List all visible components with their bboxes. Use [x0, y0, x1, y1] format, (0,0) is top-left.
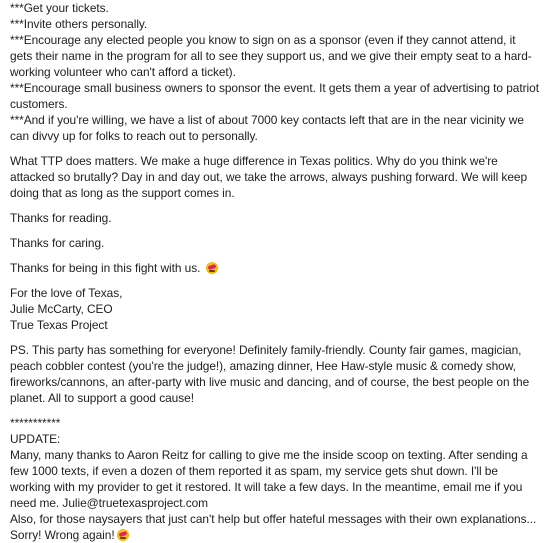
matters-paragraph: What TTP does matters. We make a huge difference in Texas politics. Why do you think we're attacked so brutally? Day in and day out, we take the arrows, always pushing forward. We will keep doing that as long as the support comes in.: [10, 154, 528, 200]
update-body: Many, many thanks to Aaron Reitz for calling to give me the inside scoop on texting. After sending a few 1000 texts, if even a dozen of them reported it as spam, my service gets shut down. I'll be working with my provider to get it restored. It will take a few days. In the meantime, email me if you need me. Julie@truetexasproject.com: [10, 448, 528, 510]
update-section: [10, 415, 540, 543]
thanks-fight-text: Thanks for being in this fight with us.: [10, 261, 201, 275]
divider-text: ***********: [10, 416, 61, 430]
ask-item: ***Invite others personally.: [10, 17, 148, 31]
update-also-text: Also, for those naysayers that just can't help but offer hateful messages with their own explanations... Sorry! Wrong again!: [10, 512, 537, 542]
ask-item: ***Get your tickets.: [10, 1, 109, 15]
signoff-line: For the love of Texas,: [10, 286, 123, 300]
asks-list: [10, 0, 540, 144]
update-also: [10, 511, 540, 543]
signoff: [10, 285, 540, 333]
signoff-author: Julie McCarty, CEO: [10, 302, 113, 316]
thanks-reading: Thanks for reading.: [10, 211, 112, 225]
ps-paragraph: PS. This party has something for everyone! Definitely family-friendly. County fair games, magician, peach cobbler contest (you're the judge!), amazing dinner, Hee Haw-style music & comedy show, fireworks/cannons, an after-party with live music and dancing, and of course, the best people on the planet. All to support a good cause!: [10, 343, 530, 405]
kissing-face-emoji-icon: [206, 262, 218, 274]
update-heading: UPDATE:: [10, 432, 61, 446]
thanks-caring: Thanks for caring.: [10, 236, 105, 250]
thanks-fight-paragraph: [10, 260, 540, 276]
ask-item: ***Encourage small business owners to sponsor the event. It gets them a year of advertising to patriot customers.: [10, 81, 539, 111]
signoff-org: True Texas Project: [10, 318, 108, 332]
post-body: [10, 0, 540, 543]
ask-item: ***Encourage any elected people you know to sign on as a sponsor (even if they cannot attend, it gets their name in the program for all to see they support us, and we give their empty seat to a hard-working volunteer who can't afford a ticket).: [10, 33, 532, 79]
kissing-face-emoji-icon: [117, 529, 129, 541]
ask-item: ***And if you're willing, we have a list of about 7000 key contacts left that are in the near vicinity we can divvy up for folks to reach out to personally.: [10, 113, 524, 143]
